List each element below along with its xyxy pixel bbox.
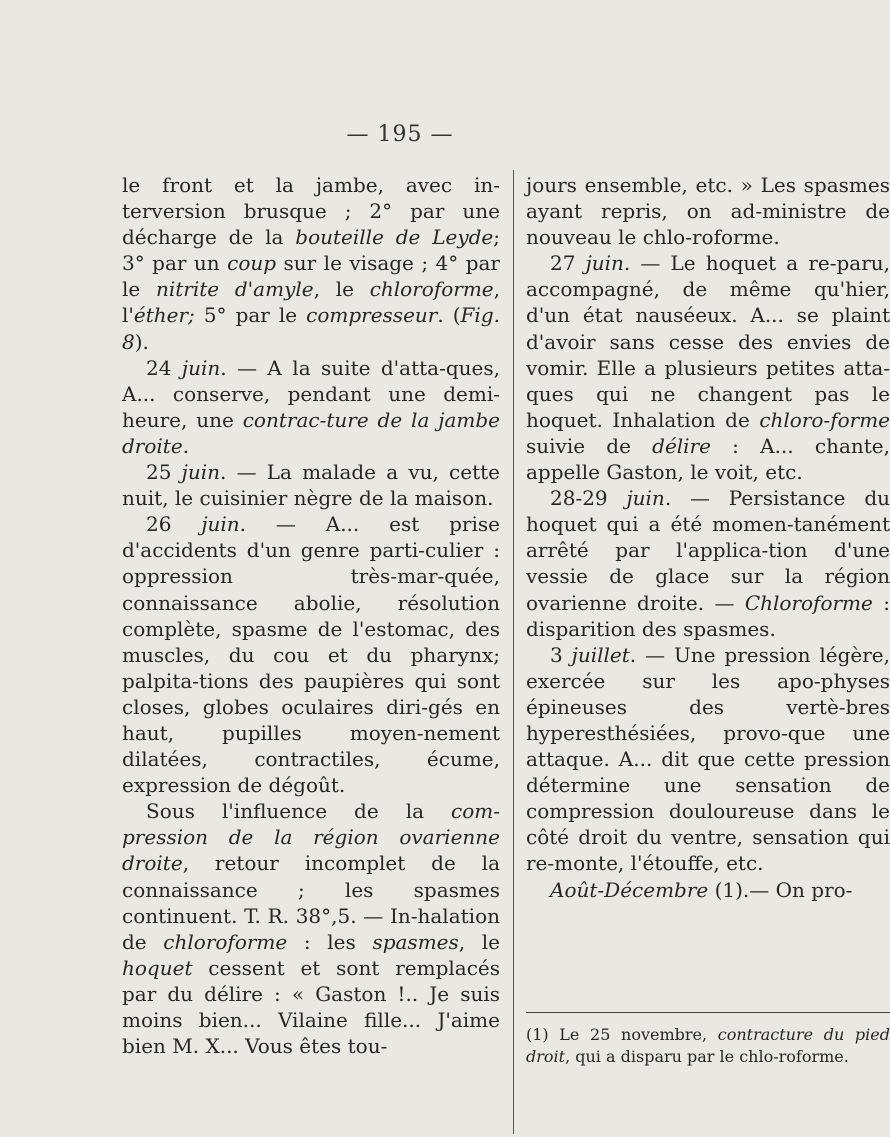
text-run: , retour incomplet de la connaissance ; les spasmes continuent. T. R. 38°,5. — In-halation de — [122, 851, 500, 954]
italic-text: juin — [626, 486, 665, 511]
paragraph-p4 — [122, 511, 500, 798]
footnote-text — [526, 1024, 890, 1068]
footnote-rule — [526, 1012, 890, 1013]
text-run: . — La malade a vu, cette nuit, le cuisinier nègre de la maison. — [122, 460, 501, 511]
text-run: ). — [134, 329, 149, 354]
italic-text: Août-Décembre — [550, 877, 709, 902]
text-run: . — Persistance du hoquet qui a été momen-tanément arrêté par l'applica-tion d'une vessie de glace sur la région ovarienne droite. — — [526, 486, 890, 615]
italic-text: juin — [181, 355, 221, 380]
italic-text: juin — [181, 460, 221, 485]
text-run: sur le visage ; 4° par le — [122, 251, 500, 302]
italic-text: nitrite d'amyle — [155, 277, 314, 302]
text-run: , qui a disparu par le chlo-roforme. — [565, 1047, 849, 1066]
text-run: 5° par le — [194, 303, 307, 328]
italic-text: chloro-forme — [759, 407, 890, 432]
paragraph-p8 — [526, 485, 890, 642]
text-run: Sous l'influence de la — [146, 799, 452, 824]
paragraph-p10 — [526, 877, 890, 903]
italic-text: coup — [227, 251, 277, 276]
text-run: 27 — [550, 251, 586, 276]
italic-text: juillet — [571, 642, 630, 667]
text-run: . — Le hoquet a re-paru, accompagné, de même qu'hier, d'un état nauséeux. A... se plaint d'avoir sans cesse des envies de vomir. Elle a plusieurs petites atta-ques qui ne changent pas le hoquet. Inhalation de — [526, 251, 890, 432]
italic-text: Chloroforme — [744, 590, 873, 615]
paragraph-p3 — [122, 459, 500, 511]
text-run: , le — [458, 929, 501, 954]
text-run: , le — [313, 277, 370, 302]
text-run: . — A... est prise d'accidents d'un genre parti-culier : oppression très-mar-quée, connaissance abolie, résolution complète, spasme de l'estomac, des muscles, du cou et du pharynx; palpita-tions des paupières qui sont closes, globes oculaires diri-gés en haut, pupilles moyen-nement dilatées, contractiles, écume, expression de dégoût. — [122, 512, 500, 798]
text-run: 3 — [550, 642, 572, 667]
italic-text: spasmes — [372, 929, 459, 954]
paragraph-p5 — [122, 798, 500, 1059]
italic-text: délire — [652, 433, 711, 458]
italic-text: contracture du pied droit — [526, 1025, 890, 1066]
italic-text: Fig. 8 — [122, 303, 500, 354]
left-column — [122, 172, 500, 1059]
italic-text: hoquet — [122, 955, 193, 980]
text-run: 24 — [146, 355, 182, 380]
paragraph-p9 — [526, 642, 890, 877]
footnote — [526, 1024, 890, 1068]
italic-text: juin — [201, 512, 240, 537]
italic-text: juin — [585, 251, 624, 276]
text-run: 25 — [146, 460, 182, 485]
text-run: : A... chante, appelle Gaston, le voit, etc. — [526, 433, 890, 485]
text-run: , l' — [122, 277, 500, 328]
italic-text: com-pression de la région ovarienne droite — [122, 799, 500, 876]
text-run: (1) Le 25 novembre, — [526, 1025, 718, 1044]
text-run: . ( — [437, 303, 461, 328]
text-run: : les — [287, 929, 373, 954]
text-run: ; 3° par un — [122, 225, 500, 276]
page-number-header: — 195 — — [346, 122, 454, 147]
italic-text: chloroforme — [163, 929, 288, 954]
text-run: . — Une pression légère, exercée sur les apo-physes épineuses des vertè-bres hyperesthésiées, provo-que une attaque. A... dit que cette pression détermine une sensation de compression douloureuse dans le côté droit du ventre, sensation qui re-monte, l'étouffe, etc. — [526, 642, 890, 876]
paragraph-p1 — [122, 172, 500, 355]
italic-text: bouteille de Leyde — [295, 225, 494, 250]
text-run: cessent et sont remplacés par du délire : « Gaston !.. Je suis moins bien... Vilaine fille... J'aime bien M. X... Vous êtes tou- — [122, 955, 500, 1059]
paragraph-p6 — [526, 172, 890, 250]
text-run: 26 — [146, 512, 202, 537]
italic-text: chloroforme — [369, 277, 494, 302]
text-run: le front et la jambe, avec in-terversion brusque ; 2° par une décharge de la — [122, 173, 500, 250]
text-run: suivie de — [526, 433, 653, 458]
italic-text: compresseur — [306, 303, 438, 328]
text-run: 28-29 — [550, 486, 627, 511]
text-run: . — [182, 433, 190, 458]
paragraph-p2 — [122, 355, 500, 459]
italic-text: contrac-ture de la jambe droite — [122, 407, 500, 458]
text-run: jours ensemble, etc. » Les spasmes ayant repris, on ad-ministre de nouveau le chlo-roforme. — [526, 173, 890, 250]
text-run: . — A la suite d'atta-ques, A... conserve, pendant une demi-heure, une — [122, 355, 500, 432]
text-run: : disparition des spasmes. — [526, 590, 890, 641]
text-run: (1).— On pro- — [708, 877, 853, 902]
paragraph-p7 — [526, 250, 890, 485]
right-column — [526, 172, 890, 903]
italic-text: éther; — [133, 303, 195, 328]
column-divider — [513, 170, 514, 1134]
